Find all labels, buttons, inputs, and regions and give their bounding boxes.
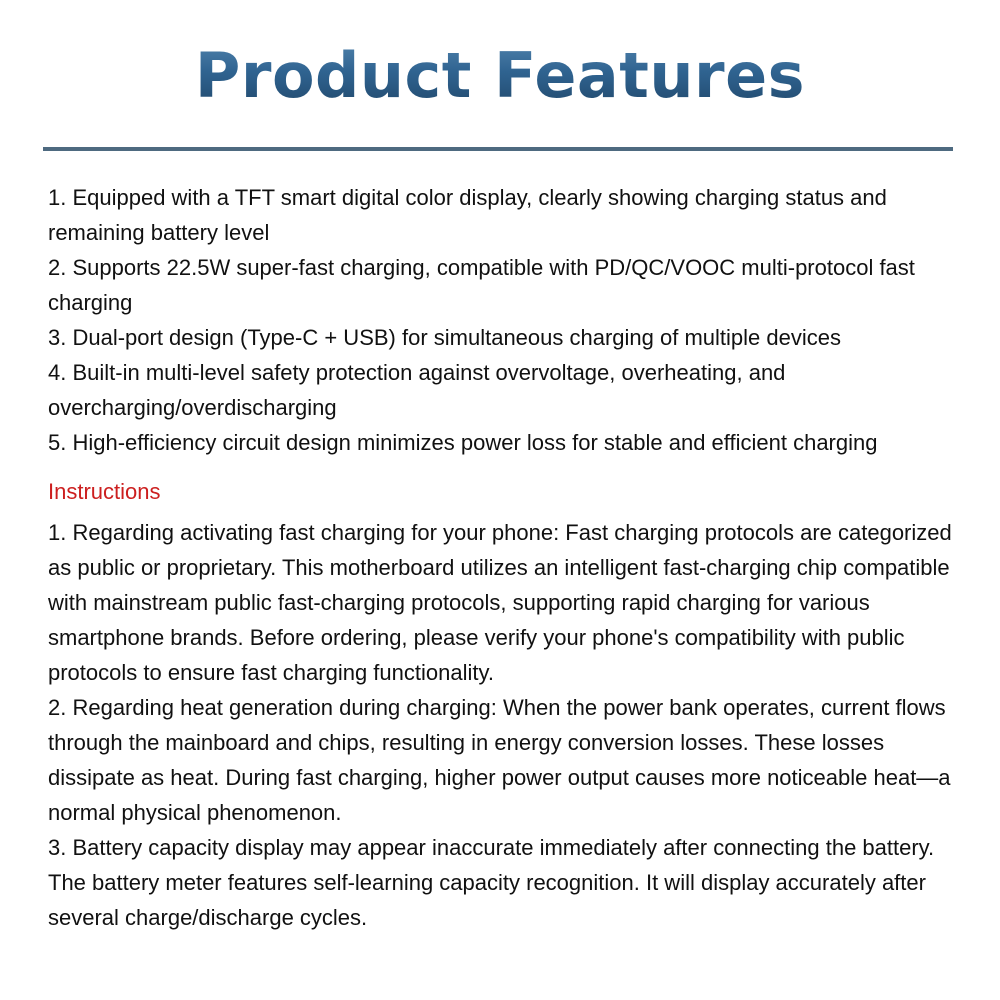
instruction-item: 2. Regarding heat generation during charging: When the power bank operates, current flows through the mainboard and chips, resulting in energy conversion losses. These losses dissipate as heat. During fast charging, higher power output causes more noticeable heat—a normal physical phenomenon.	[48, 695, 951, 825]
title-divider	[43, 147, 953, 151]
feature-item: 2. Supports 22.5W super-fast charging, compatible with PD/QC/VOOC multi-protocol fast charging	[48, 255, 915, 315]
feature-item: 3. Dual-port design (Type-C + USB) for simultaneous charging of multiple devices	[48, 325, 841, 350]
instructions-list	[48, 515, 968, 935]
feature-item: 5. High-efficiency circuit design minimizes power loss for stable and efficient charging	[48, 430, 878, 455]
instruction-item: 3. Battery capacity display may appear inaccurate immediately after connecting the battery. The battery meter features self-learning capacity recognition. It will display accurately after several charge/discharge cycles.	[48, 835, 935, 930]
features-list	[48, 180, 968, 460]
instructions-heading: Instructions	[48, 479, 161, 504]
feature-item: 1. Equipped with a TFT smart digital color display, clearly showing charging status and remaining battery level	[48, 185, 887, 245]
instruction-item: 1. Regarding activating fast charging for your phone: Fast charging protocols are categorized as public or proprietary. This motherboard utilizes an intelligent fast-charging chip compatible with mainstream public fast-charging protocols, supporting rapid charging for various smartphone brands. Before ordering, please verify your phone's compatibility with public protocols to ensure fast charging functionality.	[48, 520, 952, 685]
feature-item: 4. Built-in multi-level safety protection against overvoltage, overheating, and overcharging/overdischarging	[48, 360, 786, 420]
page-title: Product Features	[0, 36, 1000, 116]
